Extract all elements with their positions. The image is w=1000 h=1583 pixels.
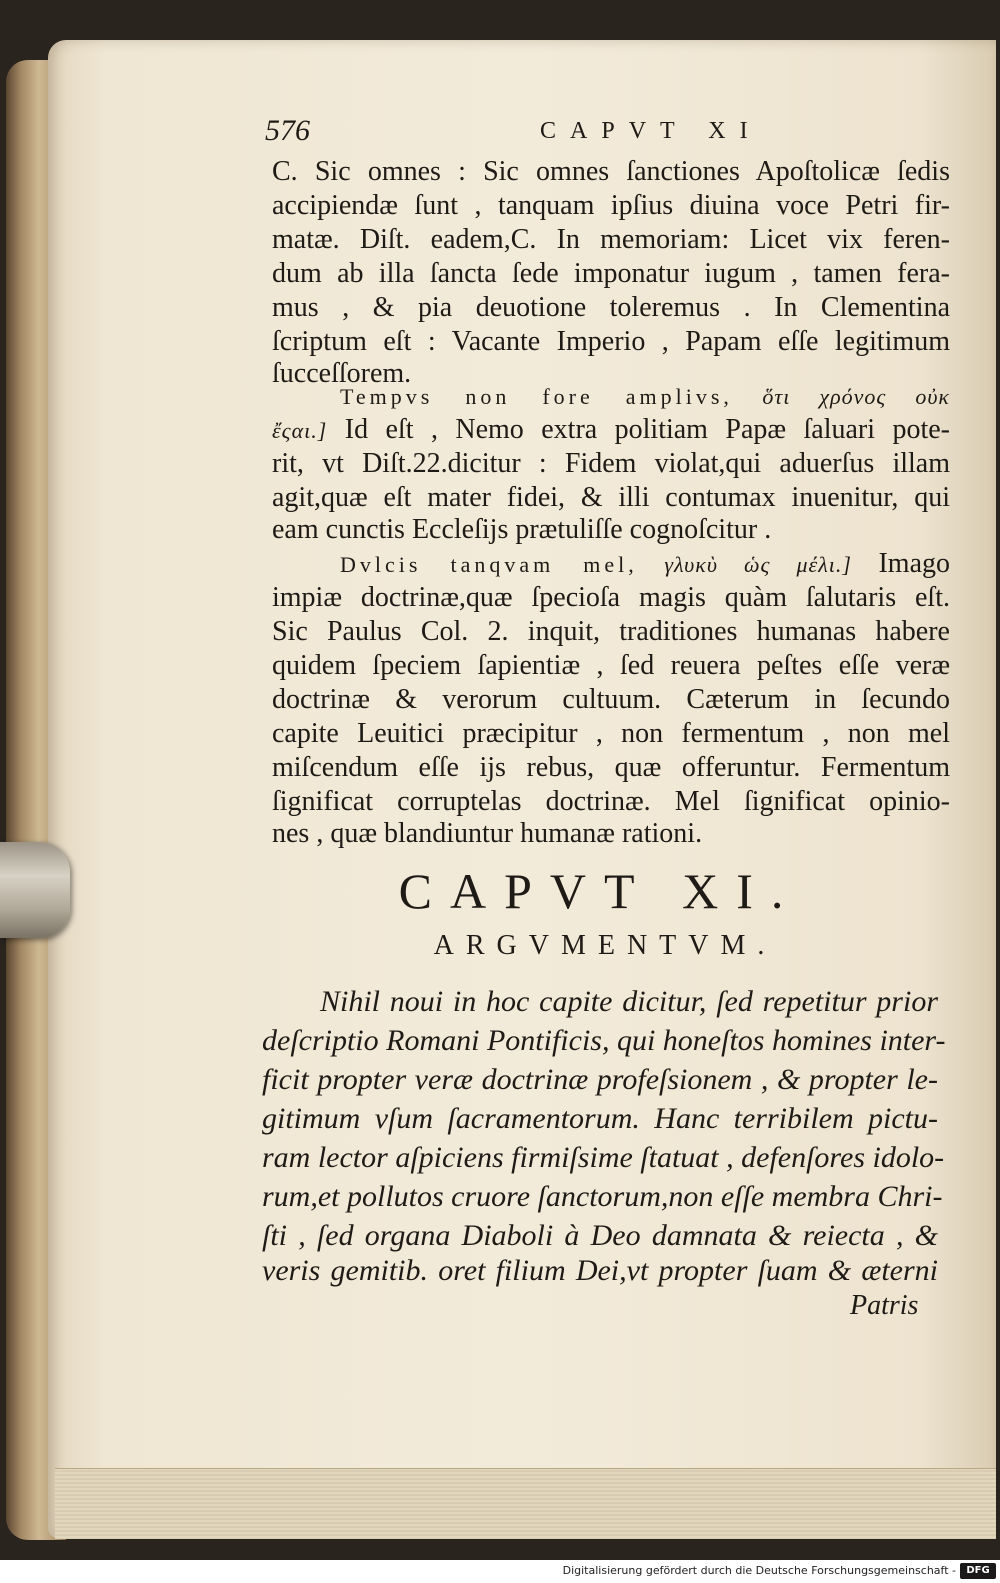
- lemma-smallcaps: Tempvs non fore amplivs,: [340, 384, 733, 409]
- chapter-title: CAPVT XI.: [398, 863, 802, 919]
- argument-line: gitimum vſum ſacramentorum. Hanc terribilem pictu-: [262, 1102, 938, 1135]
- text-line: ſignificat corruptelas doctrinæ. Mel ſignificat opinio-: [272, 786, 950, 817]
- footer-bar: [0, 1560, 1000, 1583]
- argument-line: ficit propter veræ doctrinæ profeſsionem , & propter le-: [262, 1063, 938, 1096]
- argument-line: veris gemitib. oret filium Dei,vt propter ſuam & æterni: [262, 1254, 938, 1287]
- text-line: matæ. Diſt. eadem,C. In memoriam: Licet vix feren-: [272, 224, 950, 255]
- text-line: eam cunctis Eccleſijs prætuliſſe cognoſcitur .: [272, 514, 772, 545]
- lemma-greek-end: ἔςαι.]: [272, 418, 328, 443]
- dfg-logo: DFG: [960, 1563, 996, 1579]
- text-line: dum ab illa ſancta ſede imponatur iugum , tamen fera-: [272, 258, 950, 289]
- text-line: ſucceſſorem.: [272, 358, 412, 389]
- argument-heading: ARGVMENTVM.: [433, 930, 777, 961]
- text-line: C. Sic omnes : Sic omnes ſanctiones Apoſtolicæ ſedis: [272, 156, 950, 187]
- lemma-greek: γλυκὺ ὡς μέλι.]: [664, 552, 852, 577]
- text-line: [272, 413, 950, 448]
- text-line: Sic Paulus Col. 2. inquit, traditiones humanas habere: [272, 616, 950, 647]
- lemma-text: Id eſt , Nemo extra politiam Papæ ſaluari pote-: [327, 414, 950, 445]
- lemma-smallcaps: Dvlcis tanqvam mel,: [340, 552, 638, 577]
- text-line: miſcendum eſſe ijs rebus, quæ offeruntur. Fermentum: [272, 752, 950, 783]
- text-line: quidem ſpeciem ſapientiæ , ſed reuera peſtes eſſe veræ: [272, 650, 950, 681]
- text-line: nes , quæ blandiuntur humanæ rationi.: [272, 818, 703, 849]
- lemma-line: [340, 547, 950, 582]
- argument-line: ram lector aſpiciens firmiſsime ſtatuat , defenſores idolo-: [262, 1141, 945, 1174]
- text-line: impiæ doctrinæ,quæ ſpecioſa magis quàm ſalutaris eſt.: [272, 582, 950, 613]
- funding-notice: Digitalisierung gefördert durch die Deutsche Forschungsgemeinschaft -: [562, 1564, 956, 1577]
- argument-line: deſcriptio Romani Pontificis, qui honeſtos homines inter-: [262, 1024, 946, 1057]
- text-line: mus , & pia deuotione toleremus . In Clementina: [272, 292, 950, 323]
- text-line: agit,quæ eſt mater fidei, & illi contumax inuenitur, qui: [272, 482, 950, 513]
- text-line: doctrinæ & verorum cultuum. Cæterum in ſecundo: [272, 684, 950, 715]
- running-head: CAPVT XI: [540, 118, 762, 144]
- text-line: capite Leuitici præcipitur , non fermentum , non mel: [272, 718, 950, 749]
- page-number: 576: [265, 114, 310, 147]
- lemma-line: [340, 379, 950, 414]
- lemma-text: Imago: [851, 548, 951, 579]
- argument-line: ſti , ſed organa Diaboli à Deo damnata & reiecta , &: [262, 1219, 938, 1252]
- lemma-greek: ὅτι χρόνος οὐκ: [762, 384, 950, 409]
- text-line: accipiendæ ſunt , tanquam ipſius diuina voce Petri fir-: [272, 190, 950, 221]
- text-line: ſcriptum eſt : Vacante Imperio , Papam eſſe legitimum: [272, 326, 950, 357]
- text-line: rit, vt Diſt.22.dicitur : Fidem violat,qui aduerſus illam: [272, 448, 950, 479]
- argument-line: rum,et pollutos cruore ſanctorum,non eſſe membra Chri-: [262, 1180, 943, 1213]
- catchword: Patris: [850, 1290, 919, 1321]
- page-stack-edge: [55, 1468, 996, 1539]
- argument-line: Nihil noui in hoc capite dicitur, ſed repetitur prior: [320, 985, 938, 1018]
